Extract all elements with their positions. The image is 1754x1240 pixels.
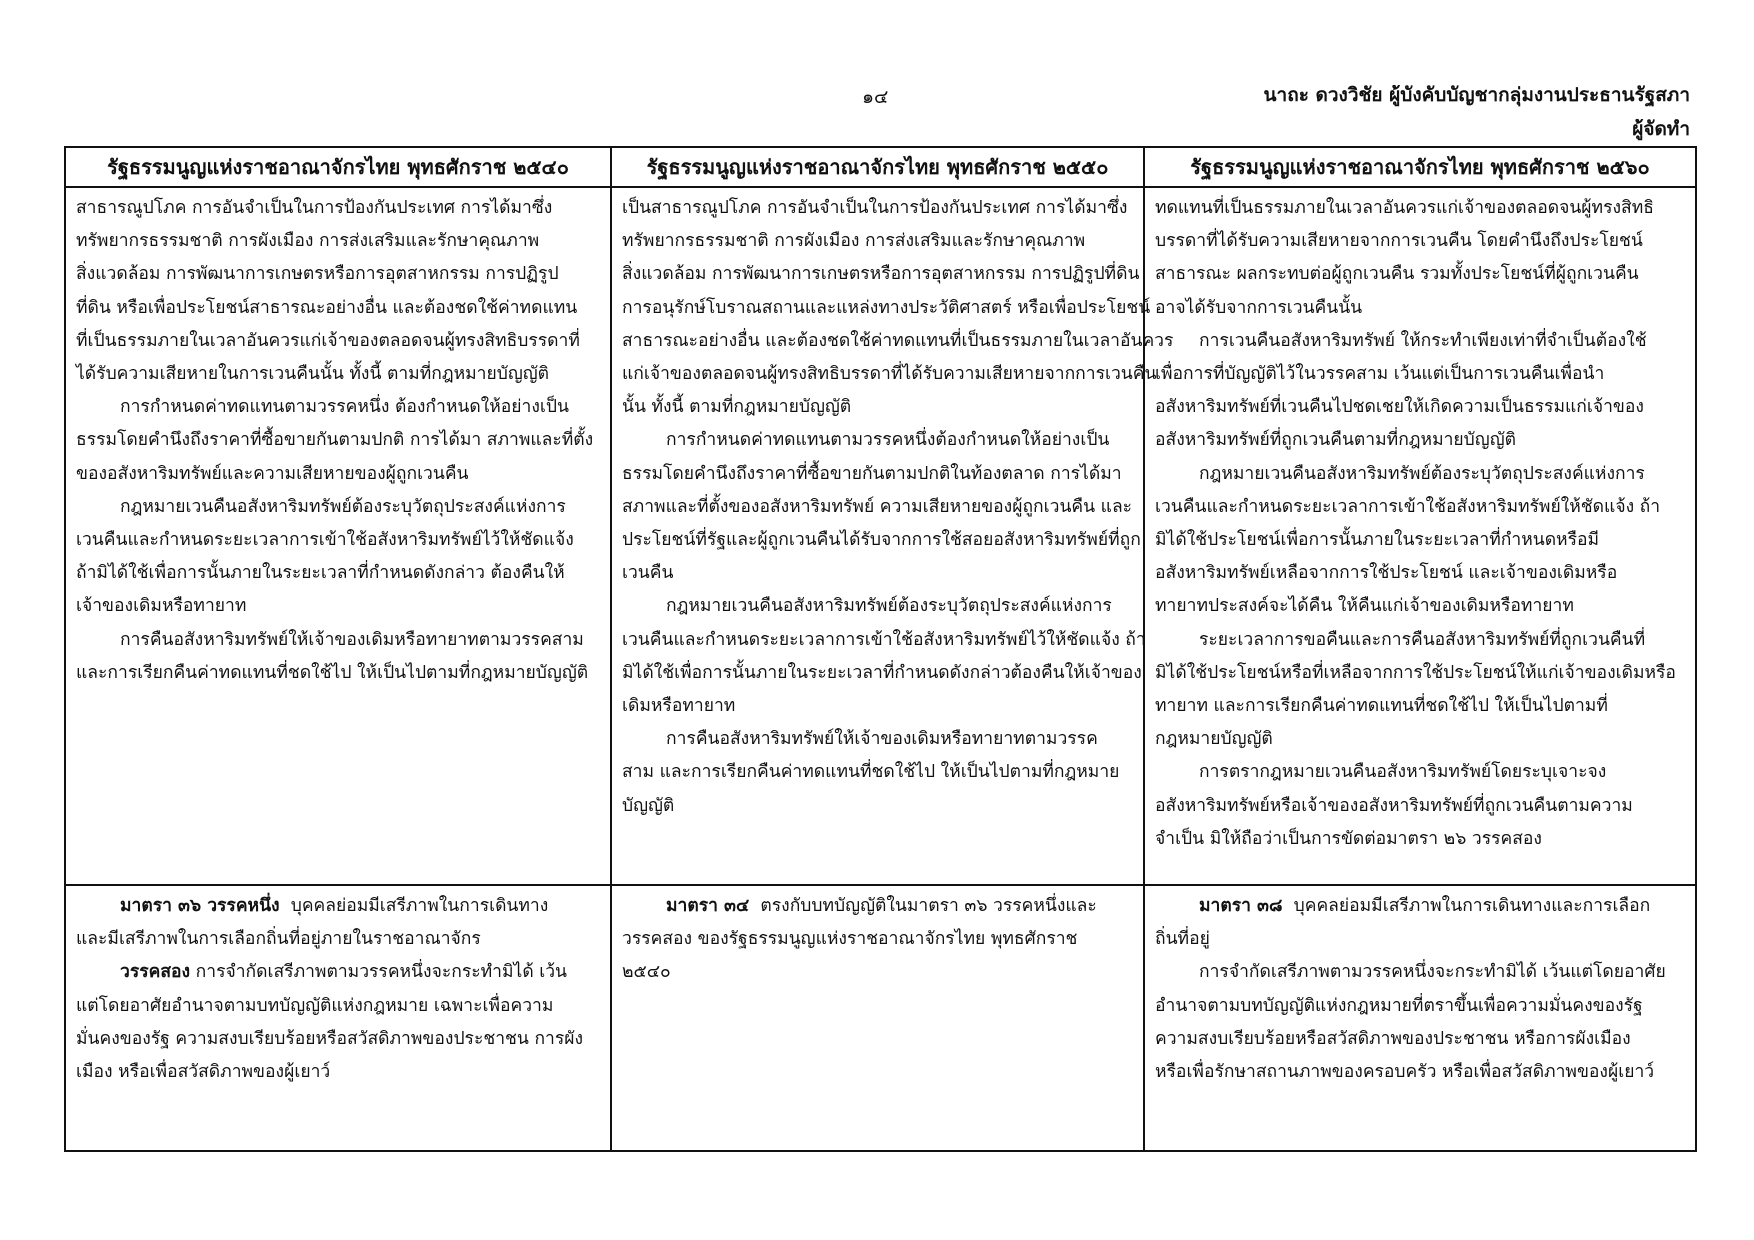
section-label: มาตรา ๓๖ วรรคหนึ่ง (120, 896, 280, 916)
text-line (76, 524, 600, 557)
cell-2560 (1144, 885, 1696, 1151)
section-label: มาตรา ๓๘ (1199, 896, 1283, 916)
line-text: สาม และการเรียกคืนค่าทดแทนที่ชดใช้ไป ให้เป็นไปตามที่กฎหมาย (622, 762, 1120, 783)
text-line (76, 990, 600, 1023)
author-role: ผู้จัดทำ (1632, 118, 1690, 140)
text-line (1155, 391, 1685, 424)
text-line (76, 624, 600, 657)
line-text: ความสงบเรียบร้อยหรือสวัสดิภาพของประชาชน หรือการผังเมือง (1155, 1028, 1631, 1049)
text-line (76, 258, 600, 291)
line-text: ถิ่นที่อยู่ (1155, 929, 1210, 950)
line-text: ทรัพยากรธรรมชาติ การผังเมือง การส่งเสริมและรักษาคุณภาพ (76, 231, 540, 252)
text-line (1155, 790, 1685, 823)
text-line (1155, 823, 1685, 856)
line-text: อสังหาริมทรัพย์ที่ถูกเวนคืนตามที่กฎหมายบัญญัติ (1155, 430, 1516, 451)
text-line (76, 491, 600, 524)
text-line (76, 391, 600, 424)
line-text: ทายาทประสงค์จะได้คืน ให้คืนแก่เจ้าของเดิมหรือทายาท (1155, 596, 1574, 617)
line-text: เดิมหรือทายาท (622, 696, 736, 717)
text-line (622, 458, 1133, 491)
line-text: และมีเสรีภาพในการเลือกถิ่นที่อยู่ภายในราชอาณาจักร (76, 929, 481, 950)
text-line (1155, 358, 1685, 391)
text-line (1155, 956, 1685, 989)
line-text: ธรรมโดยคำนึงถึงราคาที่ซื้อขายกันตามปกติในท้องตลาด การได้มา (622, 463, 1122, 484)
line-text: ตรงกับบทบัญญัติในมาตรา ๓๖ วรรคหนึ่งและ (749, 896, 1097, 916)
text-line (1155, 258, 1685, 291)
column-header-2540: รัฐธรรมนูญแห่งราชอาณาจักรไทย พุทธศักราช ๒๕๔๐ (65, 147, 611, 187)
line-text: สาธารณะ ผลกระทบต่อผู้ถูกเวนคืน รวมทั้งประโยชน์ที่ผู้ถูกเวนคืน (1155, 264, 1639, 285)
text-line (76, 424, 600, 457)
constitution-comparison-table (64, 146, 1697, 1152)
text-line (622, 557, 1133, 590)
line-text: มั่นคงของรัฐ ความสงบเรียบร้อยหรือสวัสดิภาพของประชาชน การผัง (76, 1028, 584, 1049)
line-text: ได้รับความเสียหายในการเวนคืนนั้น ทั้งนี้ ตามที่กฎหมายบัญญัติ (76, 364, 550, 385)
text-line (1155, 624, 1685, 657)
text-line (622, 491, 1133, 524)
table-header-row (65, 147, 1696, 187)
line-text: การกำหนดค่าทดแทนตามวรรคหนึ่ง ต้องกำหนดให้อย่างเป็น (120, 397, 569, 418)
line-text: สาธารณูปโภค การอันจำเป็นในการป้องกันประเทศ การได้มาซึ่ง (76, 198, 553, 218)
line-text: กฎหมายเวนคืนอสังหาริมทรัพย์ต้องระบุวัตถุประสงค์แห่งการ (1199, 463, 1645, 484)
line-text: วรรคสอง ของรัฐธรรมนูญแห่งราชอาณาจักรไทย พุทธศักราช (622, 929, 1078, 950)
line-text: จำเป็น มิให้ถือว่าเป็นการขัดต่อมาตรา ๒๖ วรรคสอง (1155, 828, 1542, 849)
line-text: การตรากฎหมายเวนคืนอสังหาริมทรัพย์โดยระบุเจาะจง (1199, 762, 1607, 783)
line-text: ของอสังหาริมทรัพย์และความเสียหายของผู้ถูกเวนคืน (76, 463, 469, 484)
text-line (76, 956, 600, 989)
text-line (622, 524, 1141, 557)
line-text: การคืนอสังหาริมทรัพย์ให้เจ้าของเดิมหรือทายาทตามวรรคสาม (120, 629, 584, 650)
line-text: เวนคืนและกำหนดระยะเวลาการเข้าใช้อสังหาริมทรัพย์ให้ชัดแจ้ง ถ้า (1155, 496, 1661, 517)
text-line (76, 325, 600, 358)
text-line (622, 756, 1133, 789)
line-text: แต่โดยอาศัยอำนาจตามบทบัญญัติแห่งกฎหมาย เฉพาะเพื่อความ (76, 995, 554, 1016)
text-line (1155, 1023, 1685, 1056)
section-label: มาตรา ๓๔ (666, 896, 750, 916)
cell-2560 (1144, 187, 1696, 885)
text-line (622, 956, 1133, 989)
text-line (1155, 657, 1685, 690)
line-text: ที่ดิน หรือเพื่อประโยชน์สาธารณะอย่างอื่น และต้องชดใช้ค่าทดแทน (76, 297, 578, 318)
line-text: มิได้ใช้ประโยชน์หรือที่เหลือจากการใช้ประโยชน์ให้แก่เจ้าของเดิมหรือ (1155, 662, 1676, 683)
line-text: การจำกัดเสรีภาพตามวรรคหนึ่งจะกระทำมิได้ เว้น (190, 962, 568, 983)
line-text: การคืนอสังหาริมทรัพย์ให้เจ้าของเดิมหรือทายาทตามวรรค (666, 729, 1098, 750)
text-line (622, 192, 1133, 225)
cell-2540 (65, 187, 611, 885)
text-line (76, 590, 600, 623)
text-line (76, 1056, 600, 1089)
text-line (1155, 192, 1685, 225)
text-line (1155, 723, 1685, 756)
text-line (76, 657, 600, 690)
line-text: บุคคลย่อมมีเสรีภาพในการเดินทางและการเลือก (1282, 896, 1651, 916)
line-text: ทายาท และการเรียกคืนค่าทดแทนที่ชดใช้ไป ให้เป็นไปตามที่ (1155, 696, 1608, 717)
text-line (622, 424, 1133, 457)
text-line (76, 458, 600, 491)
text-line (622, 790, 1133, 823)
text-line (622, 690, 1133, 723)
text-line (622, 292, 1151, 325)
text-line (76, 557, 600, 590)
text-line (1155, 424, 1685, 457)
column-header-2560: รัฐธรรมนูญแห่งราชอาณาจักรไทย พุทธศักราช ๒๕๖๐ (1144, 147, 1696, 187)
text-line (1155, 557, 1685, 590)
line-text: สภาพและที่ตั้งของอสังหาริมทรัพย์ ความเสียหายของผู้ถูกเวนคืน และ (622, 496, 1133, 517)
cell-2550 (611, 187, 1174, 885)
text-line (1155, 690, 1685, 723)
text-line (1155, 990, 1685, 1023)
text-line (1155, 590, 1685, 623)
line-text: หรือเพื่อรักษาสถานภาพของครอบครัว หรือเพื่อสวัสดิภาพของผู้เยาว์ (1155, 1062, 1655, 1083)
text-line (76, 890, 600, 923)
line-text: มิได้ใช้ประโยชน์เพื่อการนั้นภายในระยะเวลาที่กำหนดหรือมี (1155, 530, 1600, 551)
text-line (76, 292, 600, 325)
line-text: ทดแทนที่เป็นธรรมภายในเวลาอันควรแก่เจ้าของตลอดจนผู้ทรงสิทธิ (1155, 198, 1654, 218)
author-line: นาถะ ดวงวิชัย ผู้บังคับบัญชากลุ่มงานประธานรัฐสภา (1263, 84, 1690, 106)
line-text: มิได้ใช้เพื่อการนั้นภายในระยะเวลาที่กำหนดดังกล่าวต้องคืนให้เจ้าของ (622, 662, 1142, 683)
text-line (622, 258, 1140, 291)
line-text: เมือง หรือเพื่อสวัสดิภาพของผู้เยาว์ (76, 1062, 331, 1083)
line-text: สิ่งแวดล้อม การพัฒนาการเกษตรหรือการอุตสาหกรรม การปฏิรูปที่ดิน (622, 264, 1140, 285)
line-text: ถ้ามิได้ใช้เพื่อการนั้นภายในระยะเวลาที่กำหนดดังกล่าว ต้องคืนให้ (76, 563, 565, 584)
text-line (622, 391, 1133, 424)
line-text: กฎหมายเวนคืนอสังหาริมทรัพย์ต้องระบุวัตถุประสงค์แห่งการ (120, 496, 566, 517)
line-text: บุคคลย่อมมีเสรีภาพในการเดินทาง (279, 896, 549, 916)
line-text: เจ้าของเดิมหรือทายาท (76, 596, 247, 617)
text-line (1155, 756, 1685, 789)
line-text: อสังหาริมทรัพย์ที่เวนคืนไปชดเชยให้เกิดความเป็นธรรมแก่เจ้าของ (1155, 397, 1644, 418)
text-line (1155, 491, 1685, 524)
line-text: อาจได้รับจากการเวนคืนนั้น (1155, 297, 1363, 318)
text-line (1155, 890, 1685, 923)
line-text: การเวนคืนอสังหาริมทรัพย์ ให้กระทำเพียงเท่าที่จำเป็นต้องใช้ (1199, 330, 1647, 351)
line-text: ธรรมโดยคำนึงถึงราคาที่ซื้อขายกันตามปกติ การได้มา สภาพและที่ตั้ง (76, 430, 594, 451)
text-line (622, 590, 1133, 623)
line-text: อสังหาริมทรัพย์เหลือจากการใช้ประโยชน์ และเจ้าของเดิมหรือ (1155, 563, 1618, 584)
line-text: แก่เจ้าของตลอดจนผู้ทรงสิทธิบรรดาที่ได้รับความเสียหายจากการเวนคืน (622, 364, 1157, 385)
text-line (622, 890, 1133, 923)
table-row (65, 885, 1696, 1151)
text-line (76, 1023, 600, 1056)
line-text: กฎหมายบัญญัติ (1155, 729, 1273, 750)
line-text: อำนาจตามบทบัญญัติแห่งกฎหมายที่ตราขึ้นเพื่อความมั่นคงของรัฐ (1155, 995, 1643, 1016)
text-line (1155, 458, 1685, 491)
page-number: ๑๔ (862, 86, 889, 108)
text-line (622, 657, 1142, 690)
line-text: เวนคืน (622, 563, 674, 584)
text-line (76, 923, 600, 956)
text-line (622, 225, 1133, 258)
text-line (1155, 225, 1685, 258)
text-line (1155, 1056, 1685, 1089)
line-text: และการเรียกคืนค่าทดแทนที่ชดใช้ไป ให้เป็นไปตามที่กฎหมายบัญญัติ (76, 662, 589, 683)
text-line (76, 225, 600, 258)
line-text: กฎหมายเวนคืนอสังหาริมทรัพย์ต้องระบุวัตถุประสงค์แห่งการ (666, 596, 1112, 617)
line-text: บัญญัติ (622, 795, 675, 816)
line-text: ระยะเวลาการขอคืนและการคืนอสังหาริมทรัพย์ที่ถูกเวนคืนที่ (1199, 629, 1646, 650)
text-line (1155, 524, 1685, 557)
line-text: สิ่งแวดล้อม การพัฒนาการเกษตรหรือการอุตสาหกรรม การปฏิรูป (76, 264, 559, 285)
cell-2540 (65, 885, 611, 1151)
text-line (76, 358, 600, 391)
section-label: วรรคสอง (120, 962, 191, 983)
text-line (622, 624, 1146, 657)
text-line (622, 723, 1133, 756)
text-line (76, 192, 600, 225)
text-line (622, 923, 1133, 956)
line-text: เป็นสาธารณูปโภค การอันจำเป็นในการป้องกันประเทศ การได้มาซึ่ง (622, 198, 1128, 218)
line-text: เพื่อการที่บัญญัติไว้ในวรรคสาม เว้นแต่เป็นการเวนคืนเพื่อนำ (1155, 364, 1605, 385)
line-text: ๒๕๔๐ (622, 962, 671, 983)
cell-2550 (611, 885, 1144, 1151)
line-text: บรรดาที่ได้รับความเสียหายจากการเวนคืน โดยคำนึงถึงประโยชน์ (1155, 231, 1643, 252)
line-text: การอนุรักษ์โบราณสถานและแหล่งทางประวัติศาสตร์ หรือเพื่อประโยชน์ (622, 297, 1151, 318)
line-text: เวนคืนและกำหนดระยะเวลาการเข้าใช้อสังหาริมทรัพย์ไว้ให้ชัดแจ้ง ถ้า (622, 629, 1146, 650)
column-header-2550: รัฐธรรมนูญแห่งราชอาณาจักรไทย พุทธศักราช ๒๕๕๐ (611, 147, 1144, 187)
line-text: การจำกัดเสรีภาพตามวรรคหนึ่งจะกระทำมิได้ เว้นแต่โดยอาศัย (1199, 962, 1666, 983)
line-text: สาธารณะอย่างอื่น และต้องชดใช้ค่าทดแทนที่เป็นธรรมภายในเวลาอันควร (622, 330, 1174, 351)
text-line (622, 358, 1157, 391)
text-line (1155, 325, 1685, 358)
line-text: ทรัพยากรธรรมชาติ การผังเมือง การส่งเสริมและรักษาคุณภาพ (622, 231, 1086, 252)
line-text: ประโยชน์ที่รัฐและผู้ถูกเวนคืนได้รับจากการใช้สอยอสังหาริมทรัพย์ที่ถูก (622, 530, 1141, 551)
text-line (1155, 292, 1685, 325)
line-text: เวนคืนและกำหนดระยะเวลาการเข้าใช้อสังหาริมทรัพย์ไว้ให้ชัดแจ้ง (76, 530, 574, 551)
table-row (65, 187, 1696, 885)
line-text: นั้น ทั้งนี้ ตามที่กฎหมายบัญญัติ (622, 397, 852, 418)
text-line (1155, 923, 1685, 956)
line-text: อสังหาริมทรัพย์หรือเจ้าของอสังหาริมทรัพย์ที่ถูกเวนคืนตามความ (1155, 795, 1633, 816)
line-text: การกำหนดค่าทดแทนตามวรรคหนึ่งต้องกำหนดให้อย่างเป็น (666, 430, 1110, 451)
text-line (622, 325, 1174, 358)
line-text: ที่เป็นธรรมภายในเวลาอันควรแก่เจ้าของตลอดจนผู้ทรงสิทธิบรรดาที่ (76, 330, 580, 351)
